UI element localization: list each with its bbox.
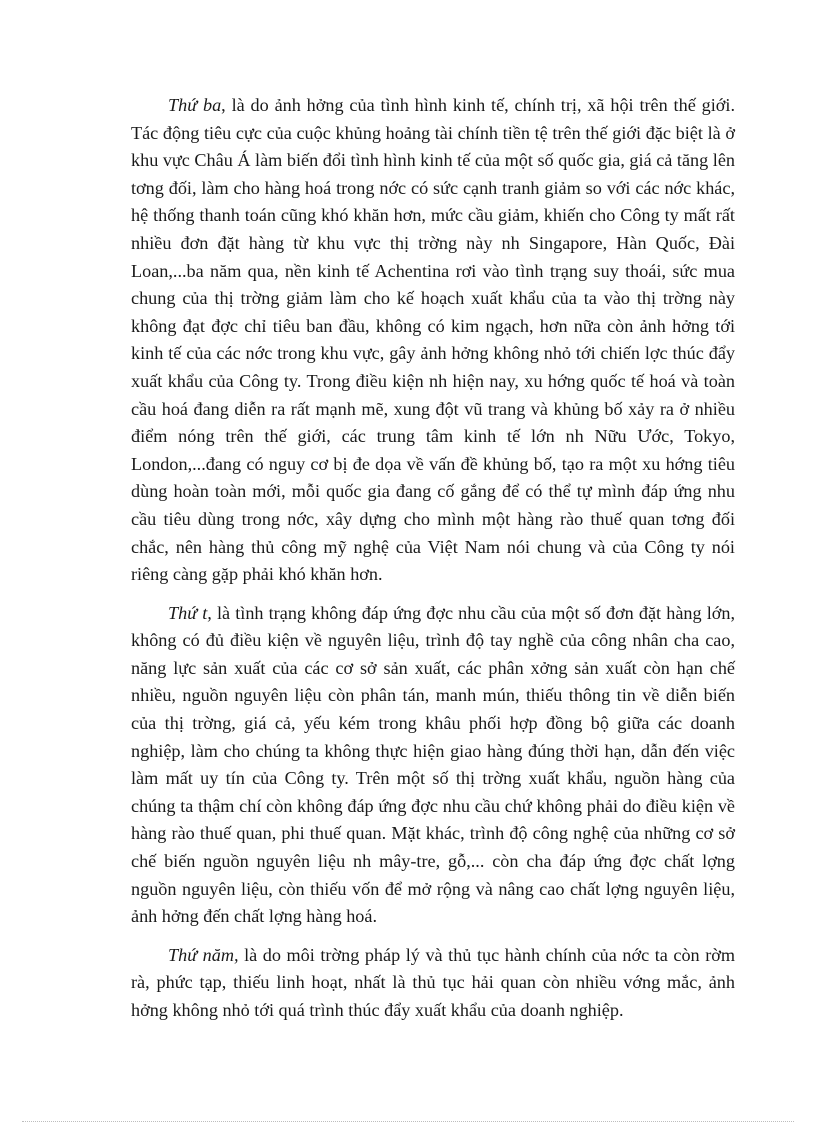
paragraph-thu-tu <box>131 600 735 931</box>
paragraph-thu-nam <box>131 942 735 1025</box>
paragraph-lead: Thứ t, <box>168 602 212 623</box>
page-bottom-divider <box>22 1121 794 1122</box>
paragraph-text: là do môi trờng pháp lý và thủ tục hành chính của nớc ta còn rờm rà, phức tạp, thiếu linh hoạt, nhất là thủ tục hải quan còn nhiều vớng mắc, ảnh hởng không nhỏ tới quá trình thúc đẩy xuất khẩu của doanh nghiệp. <box>131 944 736 1020</box>
document-body <box>131 92 735 1036</box>
paragraph-text: là tình trạng không đáp ứng đợc nhu cầu của một số đơn đặt hàng lớn, không có đủ điều kiện về nguyên liệu, trình độ tay nghề của công nhân cha cao, năng lực sản xuất của các cơ sở sản xuất, các phân xởng sản xuất còn hạn chế nhiều, nguồn nguyên liệu còn phân tán, manh mún, thiếu thông tin về diễn biến của thị trờng, giá cả, yếu kém trong khâu phối hợp đồng bộ giữa các doanh nghiệp, làm cho chúng ta không thực hiện giao hàng đúng thời hạn, dẫn đến việc làm mất uy tín của Công ty. Trên một số thị trờng xuất khẩu, nguồn hàng của chúng ta thậm chí còn không đáp ứng đợc nhu cầu chứ không phải do điều kiện về hàng rào thuế quan, phi thuế quan. Mặt khác, trình độ công nghệ của những cơ sở chế biến nguồn nguyên liệu nh mây-tre, gỗ,... còn cha đáp ứng đợc chất lợng nguồn nguyên liệu, còn thiếu vốn để mở rộng và nâng cao chất lợng nguyên liệu, ảnh hởng đến chất lợng hàng hoá. <box>131 602 736 927</box>
paragraph-thu-ba <box>131 92 735 589</box>
paragraph-lead: Thứ ba <box>168 95 222 115</box>
paragraph-text: , là do ảnh hởng của tình hình kinh tế, chính trị, xã hội trên thế giới. Tác động tiêu cực của cuộc khủng hoảng tài chính tiền tệ trên thế giới đặc biệt là ở khu vực Châu Á làm biến đổi tình hình kinh tế của một số quốc gia, giá cả tăng lên tơng đối, làm cho hàng hoá trong nớc có sức cạnh tranh giảm so với các nớc khác, hệ thống thanh toán cũng khó khăn hơn, mức cầu giảm, khiến cho Công ty mất rất nhiều đơn đặt hàng từ khu vực thị trờng này nh Singapore, Hàn Quốc, Đài Loan,...ba năm qua, nền kinh tế Achentina rơi vào tình trạng suy thoái, sức mua chung của thị trờng giảm làm cho kế hoạch xuất khẩu của ta vào thị trờng này không đạt đợc chỉ tiêu ban đầu, không có kim ngạch, hơn nữa còn ảnh hởng tới kinh tế của các nớc trong khu vực, gây ảnh hởng không nhỏ tới chiến lợc thúc đẩy xuất khẩu của Công ty. Trong điều kiện nh hiện nay, xu hớng quốc tế hoá và toàn cầu hoá đang diễn ra rất mạnh mẽ, xung đột vũ trang và khủng bố xảy ra ở nhiều điểm nóng trên thế giới, các trung tâm kinh tế lớn nh Nữu Ước, Tokyo, London,...đang có nguy cơ bị đe dọa về vấn đề khủng bố, tạo ra một xu hớng tiêu dùng hoàn toàn mới, mỗi quốc gia đang cố gắng để có thể tự mình đáp ứng nhu cầu tiêu dùng trong nớc, xây dựng cho mình một hàng rào thuế quan tơng đối chắc, nên hàng thủ công mỹ nghệ của Việt Nam nói chung và của Công ty nói riêng càng gặp phải khó khăn hơn. <box>131 95 735 585</box>
paragraph-lead: Thứ năm, <box>168 944 239 965</box>
